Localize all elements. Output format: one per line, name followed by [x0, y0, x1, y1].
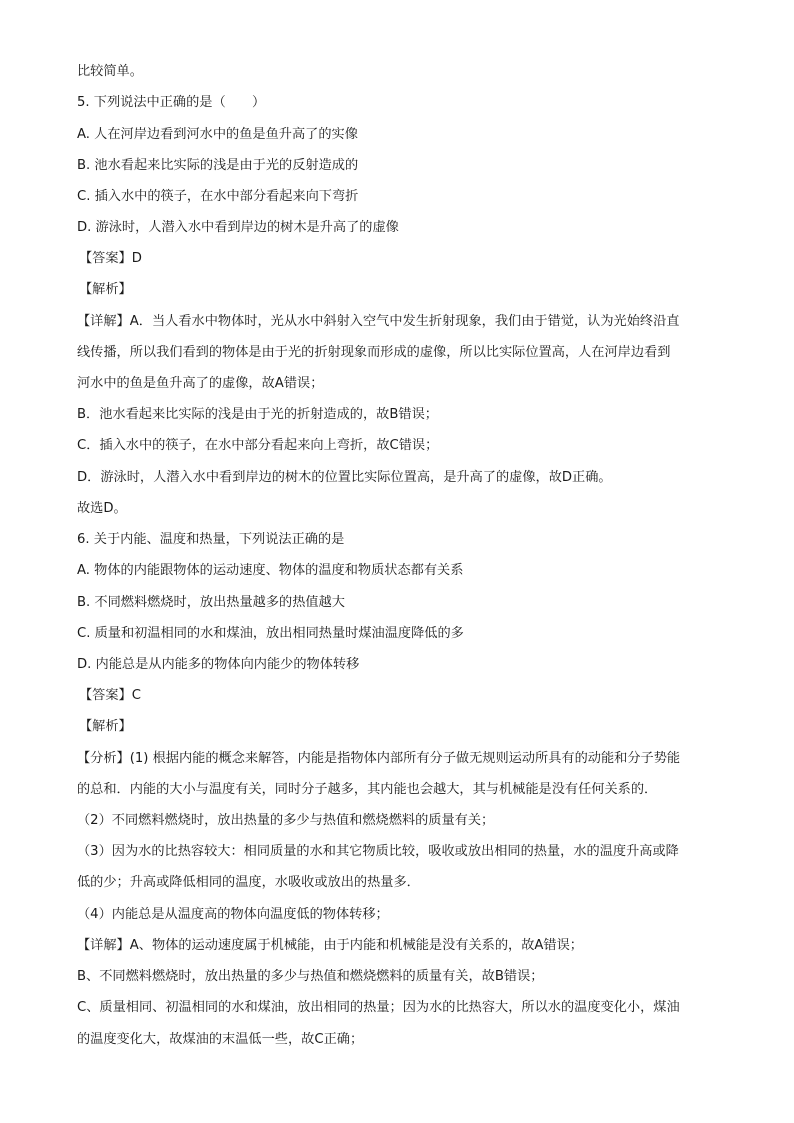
option-b: B. 不同燃料燃烧时，放出热量越多的热值越大: [77, 595, 345, 610]
explanation-line: B、不同燃料燃烧时，放出热量的多少与热值和燃烧燃料的质量有关，故B错误；: [77, 969, 544, 984]
text-line: 比较简单。: [77, 64, 143, 79]
analysis-label: 【解析】: [79, 719, 132, 734]
option-c: C. 插入水中的筷子，在水中部分看起来向下弯折: [77, 189, 359, 204]
conclusion-line: 故选D。: [77, 501, 127, 516]
explanation-line: C、质量相同、初温相同的水和煤油，放出相同的热量；因为水的比热容大，所以水的温度变化小，煤油: [77, 1000, 680, 1015]
explanation-line: 线传播，所以我们看到的物体是由于光的折射现象而形成的虚像，所以比实际位置高，人在河岸边看到: [77, 345, 671, 360]
option-d: D. 游泳时，人潜入水中看到岸边的树木是升高了的虚像: [77, 220, 399, 235]
explanation-line: （3）因为水的比热容较大：相同质量的水和其它物质比较，吸收或放出相同的热量，水的温度升高或降: [77, 844, 679, 859]
option-a: A. 物体的内能跟物体的运动速度、物体的温度和物质状态都有关系: [77, 563, 464, 578]
question-6-stem: 6. 关于内能、温度和热量，下列说法正确的是: [77, 532, 345, 547]
option-a: A. 人在河岸边看到河水中的鱼是鱼升高了的实像: [77, 127, 358, 142]
explanation-line: 的总和．内能的大小与温度有关，同时分子越多，其内能也会越大，其与机械能是没有任何关系的．: [77, 782, 658, 797]
explanation-line: B．池水看起来比实际的浅是由于光的折射造成的，故B错误；: [77, 407, 438, 422]
explanation-line: 的温度变化大，故煤油的末温低一些，故C正确；: [77, 1032, 364, 1047]
answer-label: 【答案】D: [79, 251, 142, 266]
explanation-line: （2）不同燃料燃烧时，放出热量的多少与热值和燃烧燃料的质量有关；: [77, 813, 495, 828]
explanation-line: 河水中的鱼是鱼升高了的虚像，故A错误；: [77, 376, 324, 391]
explanation-line: 低的少；升高或降低相同的温度，水吸收或放出的热量多．: [77, 875, 420, 890]
analysis-label: 【解析】: [79, 282, 132, 297]
option-b: B. 池水看起来比实际的浅是由于光的反射造成的: [77, 158, 359, 173]
explanation-line: 【分析】(1) 根据内能的概念来解答，内能是指物体内部所有分子做无规则运动所具有的动能和分子势能: [77, 751, 681, 766]
explanation-line: C．插入水中的筷子，在水中部分看起来向上弯折，故C错误；: [77, 438, 439, 453]
option-c: C. 质量和初温相同的水和煤油，放出相同热量时煤油温度降低的多: [77, 626, 464, 641]
answer-label: 【答案】C: [79, 688, 141, 703]
option-d: D. 内能总是从内能多的物体向内能少的物体转移: [77, 657, 360, 672]
question-5-stem: 5. 下列说法中正确的是（ ）: [77, 95, 266, 110]
explanation-line: 【详解】A、物体的运动速度属于机械能，由于内能和机械能是没有关系的，故A错误；: [77, 938, 583, 953]
explanation-line: 【详解】A．当人看水中物体时，光从水中斜射入空气中发生折射现象，我们由于错觉，认为光始终沿直: [77, 314, 680, 329]
explanation-line: D．游泳时，人潜入水中看到岸边的树木的位置比实际位置高，是升高了的虚像，故D正确。: [77, 470, 612, 485]
explanation-line: （4）内能总是从温度高的物体向温度低的物体转移；: [77, 907, 389, 922]
